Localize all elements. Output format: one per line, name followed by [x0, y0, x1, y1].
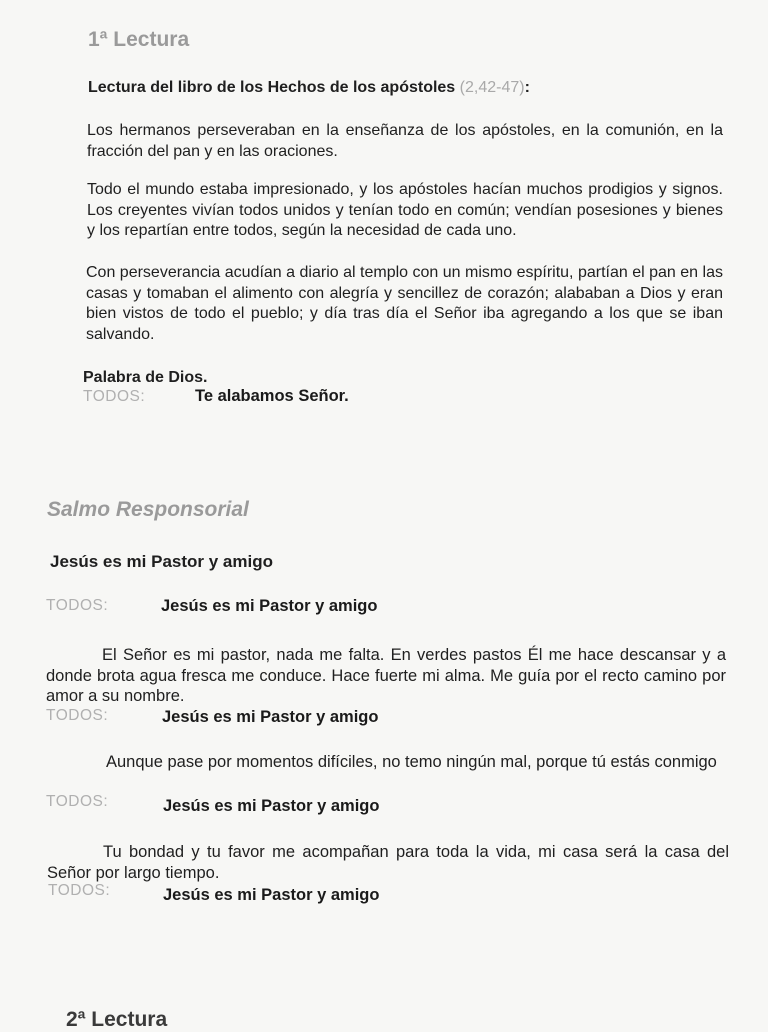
psalm-response: Jesús es mi Pastor y amigo	[163, 797, 380, 815]
psalm-todos-label: TODOS:	[46, 793, 109, 810]
reading1-paragraph-2: Todo el mundo estaba impresionado, y los apóstoles hacían muchos prodigios y signos. Los creyentes vivían todos unidos y tenían todo en común; vendían posesiones y bienes y los repartían entre todos, según la necesidad de cada uno.	[87, 181, 723, 239]
reading1-source	[88, 78, 728, 99]
reading1-source-ref: (2,42-47)	[459, 79, 525, 96]
psalm-response: Jesús es mi Pastor y amigo	[163, 886, 380, 904]
reading1-source-text: Lectura del libro de los Hechos de los apóstoles	[88, 79, 456, 96]
psalm-todos-label: TODOS:	[48, 882, 111, 899]
psalm-stanza-2: Aunque pase por momentos difíciles, no temo ningún mal, porque tú estás conmigo	[106, 753, 717, 771]
reading1-title: 1ª Lectura	[88, 28, 190, 51]
psalm-todos-label: TODOS:	[46, 597, 109, 614]
psalm-antiphon: Jesús es mi Pastor y amigo	[50, 552, 273, 571]
psalm-todos-label: TODOS:	[46, 707, 109, 724]
reading2-title: 2ª Lectura	[66, 1008, 168, 1031]
psalm-stanza-1: El Señor es mi pastor, nada me falta. En verdes pastos Él me hace descansar y a donde brota agua fresca me conduce. Hace fuerte mi alma. Me guía por el recto camino por amor a su nombre.	[46, 646, 726, 705]
psalm-stanza-3: Tu bondad y tu favor me acompañan para toda la vida, mi casa será la casa del Señor por largo tiempo.	[47, 843, 729, 882]
psalm-response: Jesús es mi Pastor y amigo	[162, 708, 379, 726]
reading1-source-suffix: :	[524, 79, 530, 96]
reading1-todos-label: TODOS:	[83, 388, 146, 405]
reading1-response: Te alabamos Señor.	[195, 387, 349, 405]
reading1-paragraph-3: Con perseverancia acudían a diario al templo con un mismo espíritu, partían el pan en las casas y tomaban el alimento con alegría y sencillez de corazón; alababan a Dios y eran bien vistos de todo el pueblo; y día tras día el Señor iba agregando a los que se iban salvando.	[86, 264, 723, 343]
psalm-response: Jesús es mi Pastor y amigo	[161, 597, 378, 615]
psalm-title: Salmo Responsorial	[47, 498, 249, 521]
reading1-paragraph-1: Los hermanos perseveraban en la enseñanza de los apóstoles, en la comunión, en la fracción del pan y en las oraciones.	[87, 122, 723, 160]
reading1-closing: Palabra de Dios.	[83, 369, 208, 386]
